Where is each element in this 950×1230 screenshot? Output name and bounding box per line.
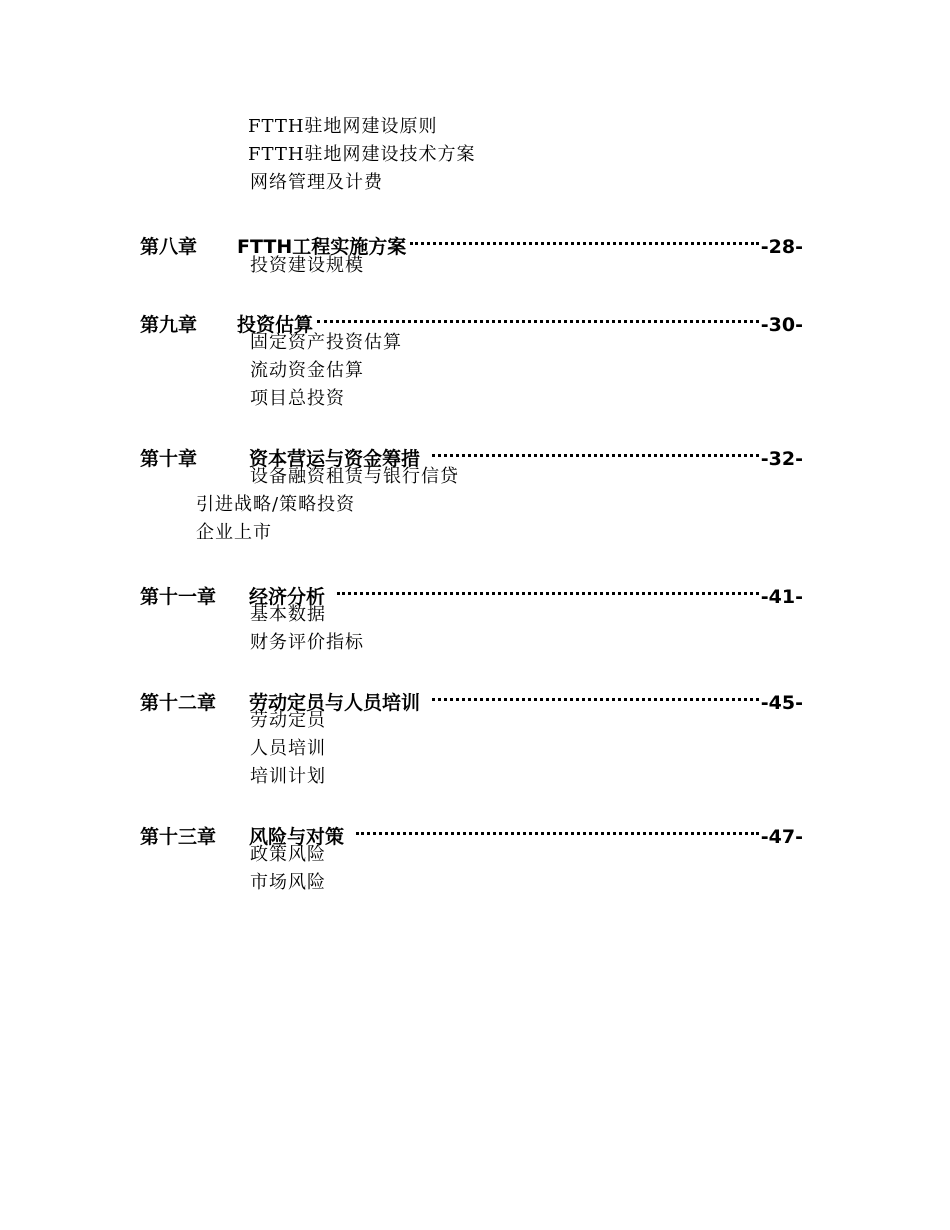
chapter-number: 第九章 [140, 314, 198, 336]
toc-chapter-13[interactable] [140, 817, 803, 848]
chapter-page-number: -28- [760, 236, 803, 258]
chapter-number: 第十三章 [140, 826, 217, 848]
chapter-page-number: -47- [760, 826, 803, 848]
chapter-title: 投资估算 [237, 314, 314, 336]
dot-leader [317, 305, 759, 331]
toc-subitem: 市场风险 [250, 872, 326, 893]
toc-subitem: FTTH驻地网建设技术方案 [248, 144, 476, 165]
dot-leader [410, 227, 759, 253]
toc-subitem: 培训计划 [250, 766, 326, 787]
chapter-title: 劳动定员与人员培训 [249, 692, 421, 714]
dot-leader [432, 439, 759, 465]
toc-subitem: 财务评价指标 [250, 632, 364, 653]
chapter-title: 风险与对策 [249, 826, 345, 848]
dot-leader [337, 577, 759, 603]
toc-chapter-8[interactable] [140, 227, 803, 258]
toc-subitem: 企业上市 [196, 522, 272, 543]
dot-leader [356, 817, 759, 843]
chapter-title: FTTH工程实施方案 [237, 236, 407, 258]
toc-subitem: 基本数据 [250, 604, 326, 625]
toc-subitem: 项目总投资 [250, 388, 345, 409]
toc-chapter-12[interactable] [140, 683, 803, 714]
chapter-number: 第八章 [140, 236, 198, 258]
chapter-number: 第十一章 [140, 586, 217, 608]
toc-subitem: 人员培训 [250, 738, 326, 759]
toc-subitem: 流动资金估算 [250, 360, 364, 381]
chapter-page-number: -32- [760, 448, 803, 470]
chapter-page-number: -45- [760, 692, 803, 714]
toc-subitem: 引进战略/策略投资 [196, 494, 356, 515]
chapter-number: 第十章 [140, 448, 198, 470]
toc-subitem: 劳动定员 [250, 710, 326, 731]
toc-subitem: 投资建设规模 [250, 255, 364, 276]
chapter-page-number: -30- [760, 314, 803, 336]
toc-subitem: FTTH驻地网建设原则 [248, 116, 438, 137]
dot-leader [432, 683, 759, 709]
toc-subitem: 网络管理及计费 [250, 172, 383, 193]
toc-chapter-11[interactable] [140, 577, 803, 608]
chapter-title: 经济分析 [249, 586, 326, 608]
toc-subitem: 固定资产投资估算 [250, 332, 402, 353]
toc-chapter-10[interactable] [140, 439, 803, 470]
chapter-title: 资本营运与资金筹措 [249, 448, 421, 470]
chapter-number: 第十二章 [140, 692, 217, 714]
toc-subitem: 设备融资租赁与银行信贷 [250, 466, 459, 487]
chapter-page-number: -41- [760, 586, 803, 608]
toc-subitem: 政策风险 [250, 844, 326, 865]
toc-chapter-9[interactable] [140, 305, 803, 336]
